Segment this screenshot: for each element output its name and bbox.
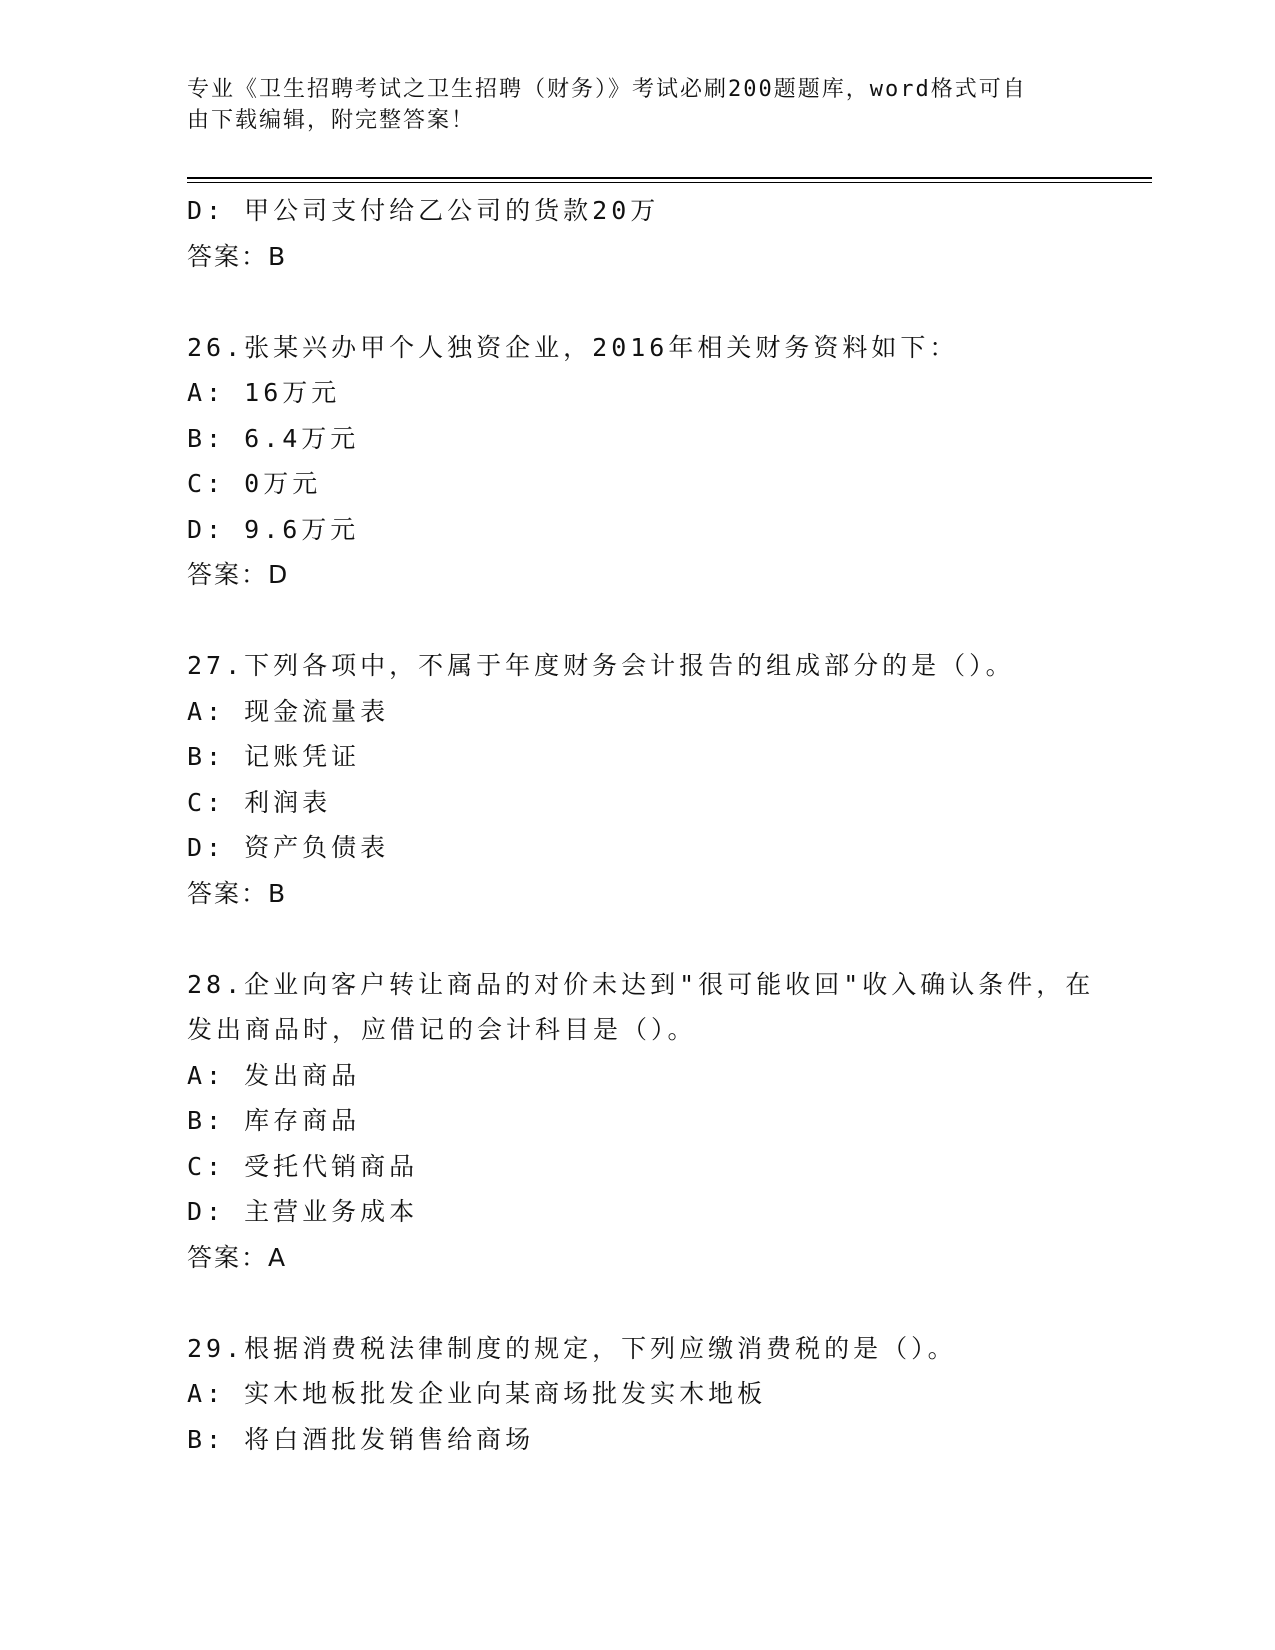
option-b: B: 将白酒批发销售给商场 — [187, 1424, 535, 1454]
question-stem: 26.张某兴办甲个人独资企业，2016年相关财务资料如下： — [187, 332, 959, 362]
option-a: A: 现金流量表 — [187, 696, 390, 726]
option-d: D: 甲公司支付给乙公司的货款20万 — [187, 196, 660, 225]
answer-line: 答案：A — [187, 1242, 288, 1272]
question-stem-line-2: 发出商品时，应借记的会计科目是（）。 — [187, 1015, 697, 1044]
option-a: A: 16万元 — [187, 378, 341, 407]
answer-line: 答案：B — [187, 878, 288, 908]
header-title-line-2: 由下载编辑，附完整答案！ — [187, 108, 476, 133]
answer-line: 答案：D — [187, 560, 290, 589]
header-title-line-1: 专业《卫生招聘考试之卫生招聘（财务）》考试必刷200题题库，word格式可自 — [187, 77, 1027, 102]
option-c: C: 受托代销商品 — [187, 1151, 419, 1181]
question-stem: 29.根据消费税法律制度的规定，下列应缴消费税的是（）。 — [187, 1333, 957, 1363]
question-28 — [187, 962, 1107, 1281]
question-spacer — [187, 598, 1107, 644]
option-a: A: 发出商品 — [187, 1060, 361, 1090]
question-25 — [187, 188, 1107, 279]
option-a: A: 实木地板批发企业向某商场批发实木地板 — [187, 1379, 767, 1408]
option-b: B: 库存商品 — [187, 1106, 361, 1135]
option-b: B: 记账凭证 — [187, 742, 361, 771]
answer-line: 答案：B — [187, 241, 288, 271]
question-stem: 27.下列各项中，不属于年度财务会计报告的组成部分的是（）。 — [187, 651, 1015, 680]
header-divider-thin — [187, 182, 1152, 183]
page-header — [187, 74, 1067, 136]
question-spacer — [187, 916, 1107, 962]
question-26 — [187, 325, 1107, 598]
header-divider — [187, 177, 1152, 179]
question-spacer — [187, 279, 1107, 325]
option-d: D: 9.6万元 — [187, 514, 360, 544]
question-27 — [187, 643, 1107, 916]
question-spacer — [187, 1280, 1107, 1326]
option-d: D: 资产负债表 — [187, 833, 390, 862]
option-c: C: 利润表 — [187, 787, 332, 817]
option-b: B: 6.4万元 — [187, 423, 360, 453]
question-29 — [187, 1326, 1107, 1463]
option-d: D: 主营业务成本 — [187, 1197, 419, 1226]
question-list — [187, 188, 1107, 1462]
question-stem-line-1: 28.企业向客户转让商品的对价未达到"很可能收回"收入确认条件，在 — [187, 969, 1095, 999]
option-c: C: 0万元 — [187, 469, 322, 498]
